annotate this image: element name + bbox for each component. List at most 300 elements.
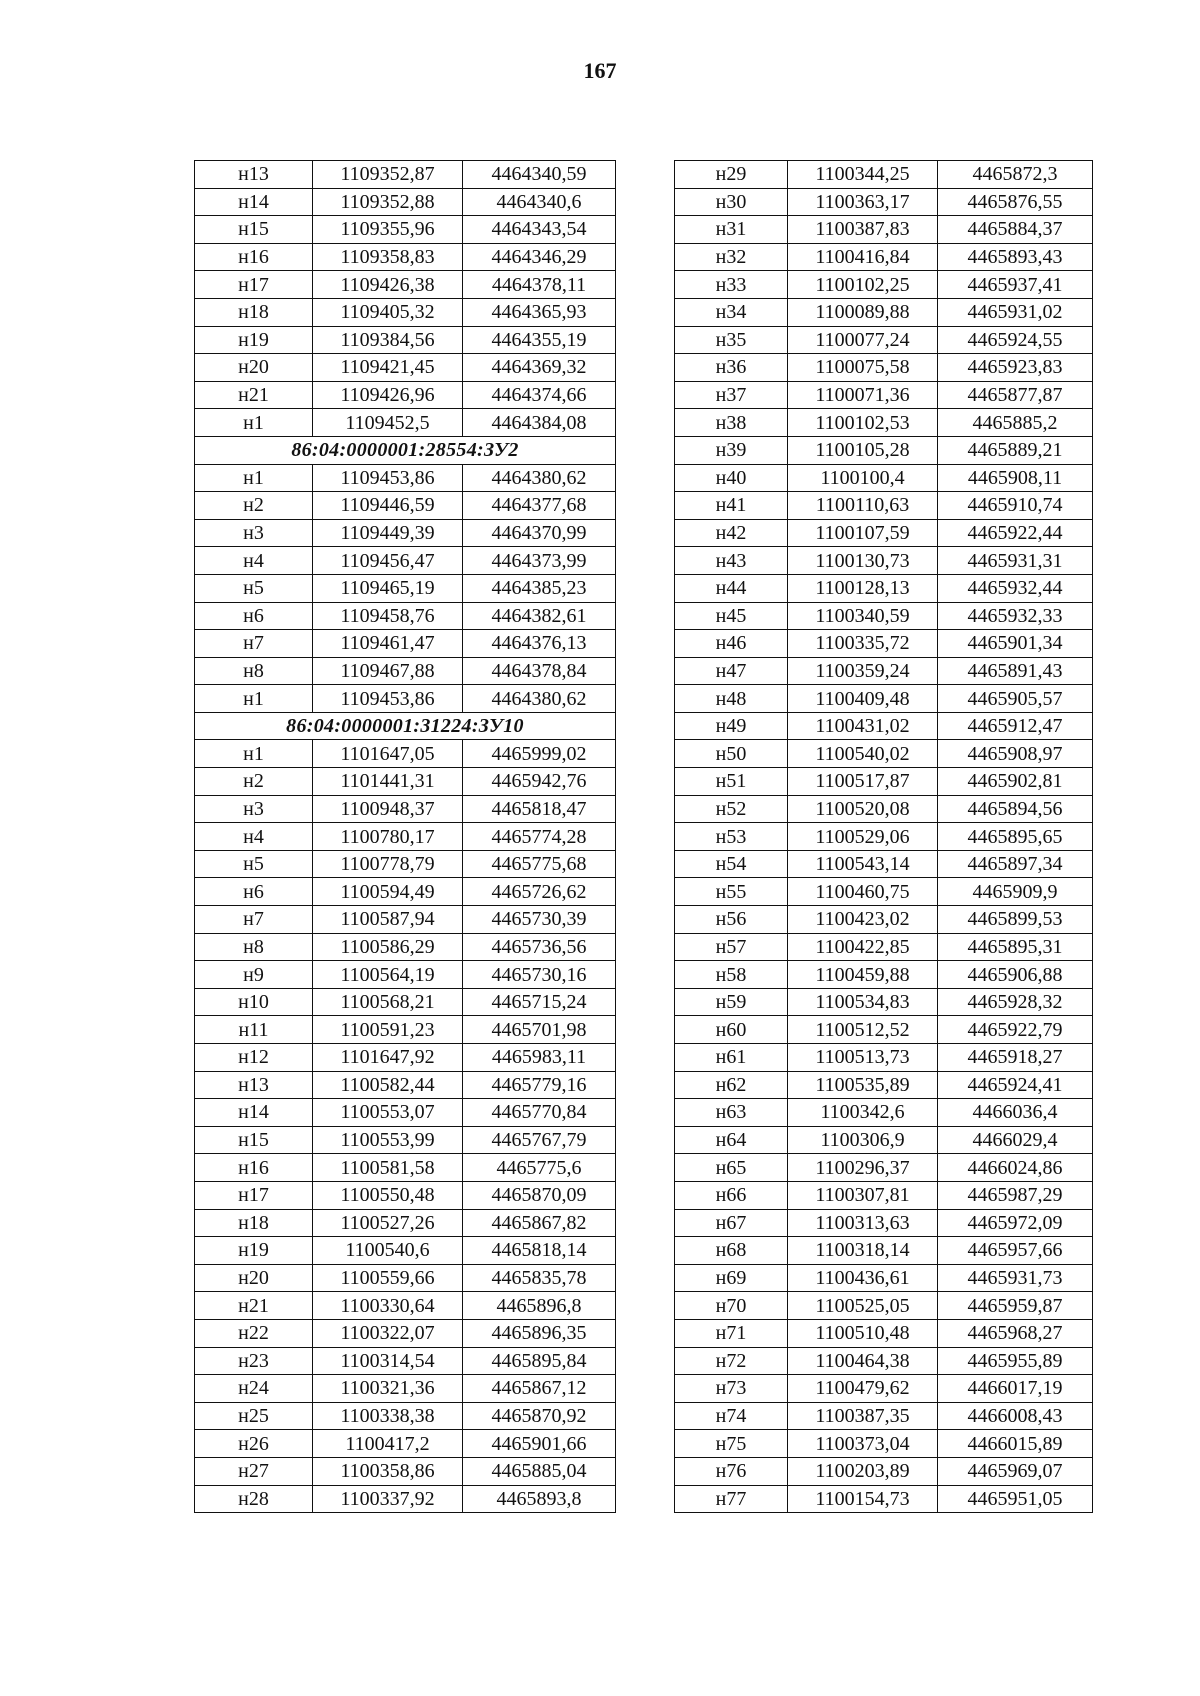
point-id-cell: н2	[195, 768, 313, 796]
x-coordinate-cell: 1100409,48	[788, 685, 938, 713]
table-row	[675, 1375, 1093, 1403]
section-header-row	[195, 436, 616, 464]
y-coordinate-cell: 4465896,8	[463, 1292, 616, 1320]
point-id-cell: н6	[195, 878, 313, 906]
table-row	[195, 519, 616, 547]
y-coordinate-cell: 4465893,43	[938, 243, 1093, 271]
point-id-cell: н53	[675, 823, 788, 851]
table-row	[675, 409, 1093, 437]
y-coordinate-cell: 4465779,16	[463, 1071, 616, 1099]
point-id-cell: н26	[195, 1430, 313, 1458]
point-id-cell: н76	[675, 1457, 788, 1485]
y-coordinate-cell: 4465767,79	[463, 1126, 616, 1154]
table-row	[195, 161, 616, 189]
point-id-cell: н18	[195, 298, 313, 326]
table-row	[195, 1181, 616, 1209]
point-id-cell: н21	[195, 1292, 313, 1320]
point-id-cell: н51	[675, 768, 788, 796]
table-row	[195, 878, 616, 906]
y-coordinate-cell: 4465877,87	[938, 381, 1093, 409]
x-coordinate-cell: 1100594,49	[313, 878, 463, 906]
point-id-cell: н29	[675, 161, 788, 189]
y-coordinate-cell: 4465924,55	[938, 326, 1093, 354]
point-id-cell: н4	[195, 547, 313, 575]
point-id-cell: н37	[675, 381, 788, 409]
table-row	[195, 243, 616, 271]
y-coordinate-cell: 4466015,89	[938, 1430, 1093, 1458]
table-row	[195, 1209, 616, 1237]
point-id-cell: н57	[675, 933, 788, 961]
y-coordinate-cell: 4465885,2	[938, 409, 1093, 437]
x-coordinate-cell: 1109465,19	[313, 574, 463, 602]
point-id-cell: н69	[675, 1264, 788, 1292]
y-coordinate-cell: 4465896,35	[463, 1319, 616, 1347]
x-coordinate-cell: 1109352,88	[313, 188, 463, 216]
point-id-cell: н72	[675, 1347, 788, 1375]
x-coordinate-cell: 1100525,05	[788, 1292, 938, 1320]
y-coordinate-cell: 4464369,32	[463, 354, 616, 382]
y-coordinate-cell: 4465867,82	[463, 1209, 616, 1237]
point-id-cell: н1	[195, 464, 313, 492]
y-coordinate-cell: 4465922,44	[938, 519, 1093, 547]
table-row	[195, 1430, 616, 1458]
x-coordinate-cell: 1100340,59	[788, 602, 938, 630]
x-coordinate-cell: 1100780,17	[313, 823, 463, 851]
x-coordinate-cell: 1100948,37	[313, 795, 463, 823]
x-coordinate-cell: 1109426,38	[313, 271, 463, 299]
table-row	[675, 685, 1093, 713]
page-number: 167	[583, 58, 617, 83]
point-id-cell: н59	[675, 988, 788, 1016]
point-id-cell: н19	[195, 326, 313, 354]
table-row	[675, 630, 1093, 658]
table-row	[195, 1347, 616, 1375]
x-coordinate-cell: 1101647,05	[313, 740, 463, 768]
y-coordinate-cell: 4465876,55	[938, 188, 1093, 216]
point-id-cell: н60	[675, 1016, 788, 1044]
x-coordinate-cell: 1100342,6	[788, 1099, 938, 1127]
y-coordinate-cell: 4465931,73	[938, 1264, 1093, 1292]
table-row	[195, 1071, 616, 1099]
point-id-cell: н52	[675, 795, 788, 823]
x-coordinate-cell: 1101647,92	[313, 1044, 463, 1072]
y-coordinate-cell: 4464374,66	[463, 381, 616, 409]
point-id-cell: н11	[195, 1016, 313, 1044]
table-row	[195, 1126, 616, 1154]
point-id-cell: н1	[195, 685, 313, 713]
table-row	[195, 1402, 616, 1430]
point-id-cell: н44	[675, 574, 788, 602]
point-id-cell: н1	[195, 409, 313, 437]
point-id-cell: н34	[675, 298, 788, 326]
point-id-cell: н46	[675, 630, 788, 658]
point-id-cell: н8	[195, 657, 313, 685]
x-coordinate-cell: 1100306,9	[788, 1126, 938, 1154]
x-coordinate-cell: 1100553,99	[313, 1126, 463, 1154]
x-coordinate-cell: 1109453,86	[313, 464, 463, 492]
x-coordinate-cell: 1100540,6	[313, 1237, 463, 1265]
point-id-cell: н3	[195, 519, 313, 547]
table-row	[195, 1457, 616, 1485]
y-coordinate-cell: 4465895,84	[463, 1347, 616, 1375]
x-coordinate-cell: 1100564,19	[313, 961, 463, 989]
x-coordinate-cell: 1100527,26	[313, 1209, 463, 1237]
x-coordinate-cell: 1100529,06	[788, 823, 938, 851]
point-id-cell: н27	[195, 1457, 313, 1485]
section-header-row	[195, 712, 616, 740]
x-coordinate-cell: 1100387,83	[788, 216, 938, 244]
point-id-cell: н22	[195, 1319, 313, 1347]
x-coordinate-cell: 1100586,29	[313, 933, 463, 961]
table-row	[195, 1319, 616, 1347]
y-coordinate-cell: 4465818,14	[463, 1237, 616, 1265]
y-coordinate-cell: 4464378,11	[463, 271, 616, 299]
y-coordinate-cell: 4465775,6	[463, 1154, 616, 1182]
x-coordinate-cell: 1100107,59	[788, 519, 938, 547]
table-row	[195, 1375, 616, 1403]
table-row	[675, 1485, 1093, 1513]
point-id-cell: н1	[195, 740, 313, 768]
point-id-cell: н65	[675, 1154, 788, 1182]
table-row	[675, 768, 1093, 796]
x-coordinate-cell: 1109426,96	[313, 381, 463, 409]
x-coordinate-cell: 1100322,07	[313, 1319, 463, 1347]
y-coordinate-cell: 4465928,32	[938, 988, 1093, 1016]
x-coordinate-cell: 1100102,53	[788, 409, 938, 437]
table-row	[675, 740, 1093, 768]
point-id-cell: н23	[195, 1347, 313, 1375]
y-coordinate-cell: 4465775,68	[463, 850, 616, 878]
point-id-cell: н49	[675, 712, 788, 740]
table-row	[195, 768, 616, 796]
table-row	[675, 492, 1093, 520]
point-id-cell: н13	[195, 1071, 313, 1099]
x-coordinate-cell: 1100363,17	[788, 188, 938, 216]
y-coordinate-cell: 4465770,84	[463, 1099, 616, 1127]
y-coordinate-cell: 4465726,62	[463, 878, 616, 906]
x-coordinate-cell: 1100314,54	[313, 1347, 463, 1375]
y-coordinate-cell: 4466029,4	[938, 1126, 1093, 1154]
table-row	[675, 298, 1093, 326]
point-id-cell: н12	[195, 1044, 313, 1072]
point-id-cell: н24	[195, 1375, 313, 1403]
table-row	[195, 988, 616, 1016]
y-coordinate-cell: 4465924,41	[938, 1071, 1093, 1099]
x-coordinate-cell: 1109452,5	[313, 409, 463, 437]
table-row	[675, 1292, 1093, 1320]
x-coordinate-cell: 1109352,87	[313, 161, 463, 189]
table-row	[675, 354, 1093, 382]
y-coordinate-cell: 4465937,41	[938, 271, 1093, 299]
y-coordinate-cell: 4465999,02	[463, 740, 616, 768]
table-row	[195, 1099, 616, 1127]
y-coordinate-cell: 4464373,99	[463, 547, 616, 575]
x-coordinate-cell: 1109355,96	[313, 216, 463, 244]
point-id-cell: н14	[195, 1099, 313, 1127]
y-coordinate-cell: 4465908,97	[938, 740, 1093, 768]
point-id-cell: н67	[675, 1209, 788, 1237]
x-coordinate-cell: 1100337,92	[313, 1485, 463, 1513]
y-coordinate-cell: 4465987,29	[938, 1181, 1093, 1209]
x-coordinate-cell: 1100338,38	[313, 1402, 463, 1430]
y-coordinate-cell: 4465959,87	[938, 1292, 1093, 1320]
x-coordinate-cell: 1100581,58	[313, 1154, 463, 1182]
table-row	[675, 216, 1093, 244]
point-id-cell: н39	[675, 436, 788, 464]
y-coordinate-cell: 4465895,31	[938, 933, 1093, 961]
table-row	[195, 602, 616, 630]
x-coordinate-cell: 1109449,39	[313, 519, 463, 547]
table-row	[195, 1264, 616, 1292]
y-coordinate-cell: 4465893,8	[463, 1485, 616, 1513]
table-row	[675, 878, 1093, 906]
x-coordinate-cell: 1100321,36	[313, 1375, 463, 1403]
table-row	[195, 740, 616, 768]
x-coordinate-cell: 1100359,24	[788, 657, 938, 685]
y-coordinate-cell: 4465972,09	[938, 1209, 1093, 1237]
table-row	[195, 1154, 616, 1182]
point-id-cell: н14	[195, 188, 313, 216]
x-coordinate-cell: 1100568,21	[313, 988, 463, 1016]
y-coordinate-cell: 4464340,6	[463, 188, 616, 216]
table-row	[195, 933, 616, 961]
y-coordinate-cell: 4465908,11	[938, 464, 1093, 492]
y-coordinate-cell: 4465901,34	[938, 630, 1093, 658]
point-id-cell: н5	[195, 574, 313, 602]
x-coordinate-cell: 1109467,88	[313, 657, 463, 685]
x-coordinate-cell: 1100203,89	[788, 1457, 938, 1485]
point-id-cell: н54	[675, 850, 788, 878]
x-coordinate-cell: 1100077,24	[788, 326, 938, 354]
table-row	[675, 436, 1093, 464]
y-coordinate-cell: 4465951,05	[938, 1485, 1093, 1513]
y-coordinate-cell: 4464380,62	[463, 464, 616, 492]
point-id-cell: н17	[195, 271, 313, 299]
table-row	[195, 271, 616, 299]
cadastral-number: 86:04:0000001:31224:ЗУ10	[195, 712, 616, 740]
table-row	[675, 1016, 1093, 1044]
x-coordinate-cell: 1100512,52	[788, 1016, 938, 1044]
y-coordinate-cell: 4465909,9	[938, 878, 1093, 906]
y-coordinate-cell: 4466036,4	[938, 1099, 1093, 1127]
table-row	[675, 1457, 1093, 1485]
y-coordinate-cell: 4465957,66	[938, 1237, 1093, 1265]
table-row	[675, 1319, 1093, 1347]
x-coordinate-cell: 1100102,25	[788, 271, 938, 299]
table-row	[195, 906, 616, 934]
point-id-cell: н20	[195, 1264, 313, 1292]
point-id-cell: н7	[195, 630, 313, 658]
y-coordinate-cell: 4465931,02	[938, 298, 1093, 326]
x-coordinate-cell: 1100110,63	[788, 492, 938, 520]
y-coordinate-cell: 4465715,24	[463, 988, 616, 1016]
x-coordinate-cell: 1100550,48	[313, 1181, 463, 1209]
x-coordinate-cell: 1100335,72	[788, 630, 938, 658]
x-coordinate-cell: 1100459,88	[788, 961, 938, 989]
y-coordinate-cell: 4465835,78	[463, 1264, 616, 1292]
x-coordinate-cell: 1100130,73	[788, 547, 938, 575]
table-row	[675, 1237, 1093, 1265]
x-coordinate-cell: 1100582,44	[313, 1071, 463, 1099]
point-id-cell: н40	[675, 464, 788, 492]
point-id-cell: н10	[195, 988, 313, 1016]
table-row	[675, 1154, 1093, 1182]
x-coordinate-cell: 1100587,94	[313, 906, 463, 934]
x-coordinate-cell: 1100075,58	[788, 354, 938, 382]
x-coordinate-cell: 1100553,07	[313, 1099, 463, 1127]
table-row	[675, 161, 1093, 189]
point-id-cell: н66	[675, 1181, 788, 1209]
x-coordinate-cell: 1109458,76	[313, 602, 463, 630]
table-row	[675, 1430, 1093, 1458]
point-id-cell: н42	[675, 519, 788, 547]
point-id-cell: н20	[195, 354, 313, 382]
x-coordinate-cell: 1109421,45	[313, 354, 463, 382]
x-coordinate-cell: 1109405,32	[313, 298, 463, 326]
point-id-cell: н68	[675, 1237, 788, 1265]
table-row	[195, 630, 616, 658]
y-coordinate-cell: 4464343,54	[463, 216, 616, 244]
y-coordinate-cell: 4465910,74	[938, 492, 1093, 520]
point-id-cell: н63	[675, 1099, 788, 1127]
x-coordinate-cell: 1100778,79	[313, 850, 463, 878]
y-coordinate-cell: 4465923,83	[938, 354, 1093, 382]
point-id-cell: н70	[675, 1292, 788, 1320]
point-id-cell: н64	[675, 1126, 788, 1154]
point-id-cell: н15	[195, 1126, 313, 1154]
y-coordinate-cell: 4464378,84	[463, 657, 616, 685]
table-row	[675, 602, 1093, 630]
y-coordinate-cell: 4465895,65	[938, 823, 1093, 851]
y-coordinate-cell: 4464380,62	[463, 685, 616, 713]
y-coordinate-cell: 4464340,59	[463, 161, 616, 189]
y-coordinate-cell: 4465931,31	[938, 547, 1093, 575]
point-id-cell: н18	[195, 1209, 313, 1237]
y-coordinate-cell: 4465942,76	[463, 768, 616, 796]
y-coordinate-cell: 4465912,47	[938, 712, 1093, 740]
point-id-cell: н62	[675, 1071, 788, 1099]
point-id-cell: н8	[195, 933, 313, 961]
table-row	[195, 1292, 616, 1320]
x-coordinate-cell: 1100436,61	[788, 1264, 938, 1292]
point-id-cell: н6	[195, 602, 313, 630]
y-coordinate-cell: 4465901,66	[463, 1430, 616, 1458]
point-id-cell: н73	[675, 1375, 788, 1403]
y-coordinate-cell: 4465932,33	[938, 602, 1093, 630]
table-row	[675, 547, 1093, 575]
x-coordinate-cell: 1100464,38	[788, 1347, 938, 1375]
table-row	[195, 1016, 616, 1044]
y-coordinate-cell: 4465932,44	[938, 574, 1093, 602]
point-id-cell: н13	[195, 161, 313, 189]
x-coordinate-cell: 1100534,83	[788, 988, 938, 1016]
table-row	[675, 906, 1093, 934]
table-row	[195, 354, 616, 382]
y-coordinate-cell: 4464355,19	[463, 326, 616, 354]
x-coordinate-cell: 1109358,83	[313, 243, 463, 271]
x-coordinate-cell: 1100416,84	[788, 243, 938, 271]
table-row	[195, 492, 616, 520]
point-id-cell: н77	[675, 1485, 788, 1513]
x-coordinate-cell: 1100100,4	[788, 464, 938, 492]
table-row	[195, 685, 616, 713]
y-coordinate-cell: 4465867,12	[463, 1375, 616, 1403]
point-id-cell: н31	[675, 216, 788, 244]
x-coordinate-cell: 1100417,2	[313, 1430, 463, 1458]
y-coordinate-cell: 4465897,34	[938, 850, 1093, 878]
y-coordinate-cell: 4465968,27	[938, 1319, 1093, 1347]
y-coordinate-cell: 4465730,16	[463, 961, 616, 989]
table-row	[675, 464, 1093, 492]
y-coordinate-cell: 4465918,27	[938, 1044, 1093, 1072]
x-coordinate-cell: 1100313,63	[788, 1209, 938, 1237]
point-id-cell: н15	[195, 216, 313, 244]
table-row	[195, 850, 616, 878]
point-id-cell: н58	[675, 961, 788, 989]
table-row	[675, 1181, 1093, 1209]
y-coordinate-cell: 4465889,21	[938, 436, 1093, 464]
cadastral-number: 86:04:0000001:28554:ЗУ2	[195, 436, 616, 464]
point-id-cell: н2	[195, 492, 313, 520]
table-row	[675, 326, 1093, 354]
point-id-cell: н47	[675, 657, 788, 685]
table-row	[675, 519, 1093, 547]
x-coordinate-cell: 1100105,28	[788, 436, 938, 464]
table-row	[675, 657, 1093, 685]
x-coordinate-cell: 1100460,75	[788, 878, 938, 906]
x-coordinate-cell: 1109446,59	[313, 492, 463, 520]
x-coordinate-cell: 1100296,37	[788, 1154, 938, 1182]
coordinates-table-left	[194, 160, 616, 1513]
y-coordinate-cell: 4465736,56	[463, 933, 616, 961]
point-id-cell: н43	[675, 547, 788, 575]
table-row	[195, 961, 616, 989]
coordinates-table-right	[674, 160, 1093, 1513]
table-row	[675, 1209, 1093, 1237]
y-coordinate-cell: 4466024,86	[938, 1154, 1093, 1182]
table-row	[195, 823, 616, 851]
x-coordinate-cell: 1100330,64	[313, 1292, 463, 1320]
y-coordinate-cell: 4464370,99	[463, 519, 616, 547]
table-row	[675, 1264, 1093, 1292]
x-coordinate-cell: 1100358,86	[313, 1457, 463, 1485]
y-coordinate-cell: 4465730,39	[463, 906, 616, 934]
x-coordinate-cell: 1100089,88	[788, 298, 938, 326]
table-row	[675, 188, 1093, 216]
x-coordinate-cell: 1100517,87	[788, 768, 938, 796]
y-coordinate-cell: 4465891,43	[938, 657, 1093, 685]
point-id-cell: н16	[195, 1154, 313, 1182]
table-row	[675, 961, 1093, 989]
y-coordinate-cell: 4465870,09	[463, 1181, 616, 1209]
x-coordinate-cell: 1100479,62	[788, 1375, 938, 1403]
table-row	[675, 933, 1093, 961]
point-id-cell: н9	[195, 961, 313, 989]
point-id-cell: н50	[675, 740, 788, 768]
table-row	[675, 823, 1093, 851]
x-coordinate-cell: 1100307,81	[788, 1181, 938, 1209]
table-row	[675, 1126, 1093, 1154]
table-row	[195, 464, 616, 492]
table-row	[675, 1099, 1093, 1127]
table-row	[195, 326, 616, 354]
x-coordinate-cell: 1109456,47	[313, 547, 463, 575]
table-row	[195, 1237, 616, 1265]
x-coordinate-cell: 1109384,56	[313, 326, 463, 354]
y-coordinate-cell: 4464384,08	[463, 409, 616, 437]
x-coordinate-cell: 1100318,14	[788, 1237, 938, 1265]
point-id-cell: н61	[675, 1044, 788, 1072]
